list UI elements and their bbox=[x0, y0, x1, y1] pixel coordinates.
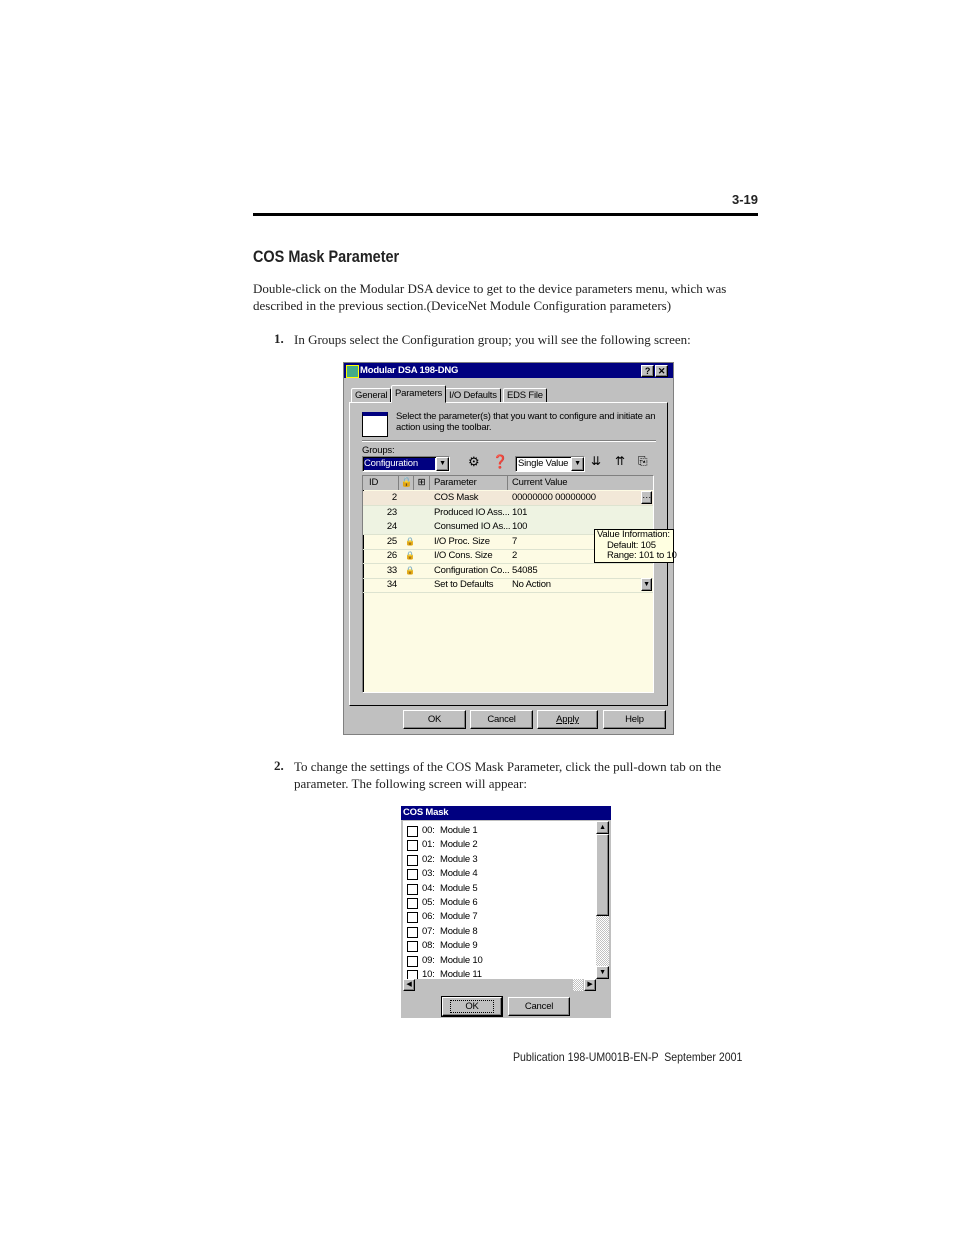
list-item[interactable] bbox=[403, 910, 593, 924]
scroll-track bbox=[573, 979, 583, 991]
vertical-scrollbar[interactable] bbox=[596, 821, 609, 979]
cancel-button[interactable]: Cancel bbox=[470, 710, 533, 729]
help-param-icon[interactable]: ❓ bbox=[492, 454, 508, 469]
upload-icon[interactable]: ⇈ bbox=[615, 454, 625, 468]
scroll-thumb[interactable] bbox=[596, 834, 609, 916]
horizontal-scrollbar[interactable] bbox=[403, 979, 596, 991]
row-value: 101 bbox=[512, 506, 528, 518]
grid-header bbox=[363, 476, 653, 490]
column-current-value[interactable]: Current Value bbox=[512, 477, 568, 488]
row-value: 2 bbox=[512, 550, 518, 561]
table-row[interactable] bbox=[363, 564, 653, 579]
module-name: Module 9 bbox=[440, 940, 478, 952]
list-item[interactable] bbox=[403, 968, 593, 979]
row-id: 26 bbox=[386, 550, 397, 561]
intro-paragraph: Double-click on the Modular DSA device to get to the device parameters menu, which was described in the previous section.(DeviceNet Module Configuration parameters) bbox=[253, 281, 727, 313]
step-number: 2. bbox=[274, 758, 284, 773]
list-item[interactable] bbox=[403, 896, 593, 910]
module-name: Module 11 bbox=[440, 969, 482, 979]
module-checkbox[interactable] bbox=[407, 956, 418, 967]
module-name: Module 10 bbox=[440, 954, 483, 966]
list-item[interactable] bbox=[403, 824, 593, 838]
column-id[interactable]: ID bbox=[363, 476, 399, 490]
module-name: Module 2 bbox=[440, 839, 478, 851]
chevron-down-icon[interactable]: ▼ bbox=[641, 578, 652, 591]
row-parameter: Set to Defaults bbox=[434, 579, 494, 590]
module-name: Module 1 bbox=[440, 825, 478, 836]
row-value: 00000000 00000000 bbox=[512, 492, 596, 503]
help-icon[interactable]: ? bbox=[641, 365, 654, 377]
row-value: 54085 bbox=[512, 564, 538, 576]
module-code: 05: bbox=[422, 897, 435, 908]
module-checkbox[interactable] bbox=[407, 912, 418, 923]
module-code: 00: bbox=[422, 825, 435, 836]
lock-column-icon[interactable]: 🔒 bbox=[400, 477, 413, 488]
scroll-left-icon[interactable]: ◀ bbox=[403, 979, 415, 991]
table-row[interactable] bbox=[363, 491, 653, 506]
chevron-down-icon[interactable]: ▼ bbox=[571, 457, 584, 471]
module-name: Module 3 bbox=[440, 853, 478, 865]
lock-icon: 🔒 bbox=[405, 551, 415, 560]
row-value: 7 bbox=[512, 535, 518, 547]
tab-general[interactable]: General bbox=[351, 388, 391, 403]
mode-value: Single Value bbox=[518, 458, 569, 469]
module-name: Module 6 bbox=[440, 897, 478, 908]
mode-select[interactable] bbox=[515, 456, 585, 472]
tooltip-range: Range: 101 to 10 bbox=[607, 550, 677, 561]
dialog-title: Modular DSA 198-DNG bbox=[360, 365, 459, 376]
module-code: 01: bbox=[422, 839, 435, 851]
scroll-right-icon[interactable]: ▶ bbox=[584, 979, 596, 991]
groups-value: Configuration bbox=[364, 458, 435, 470]
module-checkbox[interactable] bbox=[407, 840, 418, 851]
step-number: 1. bbox=[274, 331, 284, 346]
module-checkbox[interactable] bbox=[407, 884, 418, 895]
separator bbox=[362, 440, 656, 442]
row-value: No Action bbox=[512, 579, 551, 590]
ellipsis-button[interactable]: … bbox=[641, 491, 652, 504]
row-parameter: Consumed IO As... bbox=[434, 521, 511, 532]
instructions-text: Select the parameter(s) that you want to configure and initiate an action using the toolbar. bbox=[396, 411, 656, 433]
module-code: 08: bbox=[422, 940, 435, 952]
download-icon[interactable]: ⇊ bbox=[591, 454, 601, 468]
list-item[interactable] bbox=[403, 867, 593, 881]
row-id: 33 bbox=[386, 564, 397, 576]
module-list bbox=[403, 821, 596, 979]
row-parameter: I/O Proc. Size bbox=[434, 535, 490, 547]
step-text: In Groups select the Configuration group; you will see the following screen: bbox=[294, 332, 691, 347]
table-row[interactable] bbox=[363, 506, 653, 521]
module-code: 03: bbox=[422, 868, 435, 880]
module-checkbox[interactable] bbox=[407, 927, 418, 938]
tab-parameters[interactable]: Parameters bbox=[391, 385, 446, 403]
row-parameter: Configuration Co... bbox=[434, 564, 510, 576]
module-code: 07: bbox=[422, 925, 435, 937]
list-item[interactable] bbox=[403, 838, 593, 852]
scan-icon[interactable]: ⚙ bbox=[468, 454, 480, 469]
row-parameter: COS Mask bbox=[434, 492, 479, 503]
scroll-down-icon[interactable]: ▼ bbox=[596, 966, 609, 979]
tab-eds-file[interactable]: EDS File bbox=[503, 388, 547, 403]
module-checkbox[interactable] bbox=[407, 941, 418, 952]
tooltip-title: Value Information: bbox=[597, 529, 670, 540]
module-name: Module 5 bbox=[440, 882, 478, 894]
module-checkbox[interactable] bbox=[407, 970, 418, 979]
list-item[interactable] bbox=[403, 939, 593, 953]
module-code: 09: bbox=[422, 954, 435, 966]
help-button[interactable]: Help bbox=[603, 710, 666, 729]
step-text: To change the settings of the COS Mask Parameter, click the pull-down tab on the parameter. The following screen will appear: bbox=[294, 759, 722, 791]
row-id: 25 bbox=[386, 535, 397, 547]
module-code: 02: bbox=[422, 853, 435, 865]
row-id: 24 bbox=[386, 521, 397, 532]
module-checkbox[interactable] bbox=[407, 869, 418, 880]
groups-select[interactable] bbox=[362, 456, 450, 472]
lock-icon: 🔒 bbox=[405, 536, 415, 546]
dialog-title: COS Mask bbox=[401, 806, 611, 820]
row-id: 2 bbox=[391, 492, 397, 503]
row-id: 23 bbox=[386, 506, 397, 518]
tooltip-default: Default: 105 bbox=[607, 539, 656, 551]
list-item[interactable] bbox=[403, 954, 593, 968]
ok-button[interactable] bbox=[442, 997, 502, 1016]
column-parameter[interactable]: Parameter bbox=[430, 476, 508, 490]
cancel-button[interactable]: Cancel bbox=[508, 997, 570, 1016]
apply-button[interactable]: Apply bbox=[537, 710, 598, 729]
ok-button[interactable]: OK bbox=[403, 710, 466, 729]
app-icon bbox=[346, 365, 359, 378]
module-code: 06: bbox=[422, 911, 435, 923]
close-icon[interactable]: ✕ bbox=[655, 365, 668, 377]
module-checkbox[interactable] bbox=[407, 898, 418, 909]
row-parameter: Produced IO Ass... bbox=[434, 506, 510, 518]
chevron-down-icon[interactable]: ▼ bbox=[436, 457, 449, 471]
parameter-grid bbox=[362, 475, 654, 693]
scroll-up-icon[interactable]: ▲ bbox=[596, 821, 609, 834]
parameters-icon bbox=[362, 412, 388, 437]
module-checkbox[interactable] bbox=[407, 826, 418, 837]
row-parameter: I/O Cons. Size bbox=[434, 550, 493, 561]
module-name: Module 8 bbox=[440, 925, 478, 937]
cos-mask-dialog bbox=[401, 806, 611, 1018]
title-bar bbox=[344, 363, 673, 378]
network-column-icon[interactable]: ⊞ bbox=[414, 476, 430, 490]
module-name: Module 7 bbox=[440, 911, 478, 923]
ok-label: OK bbox=[450, 1000, 493, 1013]
row-id: 34 bbox=[386, 579, 397, 590]
list-item[interactable] bbox=[403, 853, 593, 867]
parameters-dialog bbox=[343, 362, 677, 735]
list-item[interactable] bbox=[403, 925, 593, 939]
list-item[interactable] bbox=[403, 882, 593, 896]
module-checkbox[interactable] bbox=[407, 855, 418, 866]
lock-icon: 🔒 bbox=[405, 565, 415, 575]
module-name: Module 4 bbox=[440, 868, 478, 880]
section-title: COS Mask Parameter bbox=[253, 247, 400, 266]
header-rule bbox=[253, 213, 758, 216]
tab-io-defaults[interactable]: I/O Defaults bbox=[445, 388, 501, 403]
module-code: 04: bbox=[422, 882, 435, 894]
publication-footer: Publication 198-UM001B-EN-P September 2001 bbox=[513, 1050, 743, 1064]
value-info-tooltip bbox=[594, 529, 677, 563]
module-code: 10: bbox=[422, 969, 435, 979]
row-value: 100 bbox=[512, 521, 528, 532]
table-row[interactable] bbox=[363, 578, 653, 593]
page-number: 3-19 bbox=[731, 192, 758, 207]
groups-label: Groups: bbox=[362, 445, 395, 456]
compare-icon[interactable]: ⎘ bbox=[638, 454, 648, 468]
